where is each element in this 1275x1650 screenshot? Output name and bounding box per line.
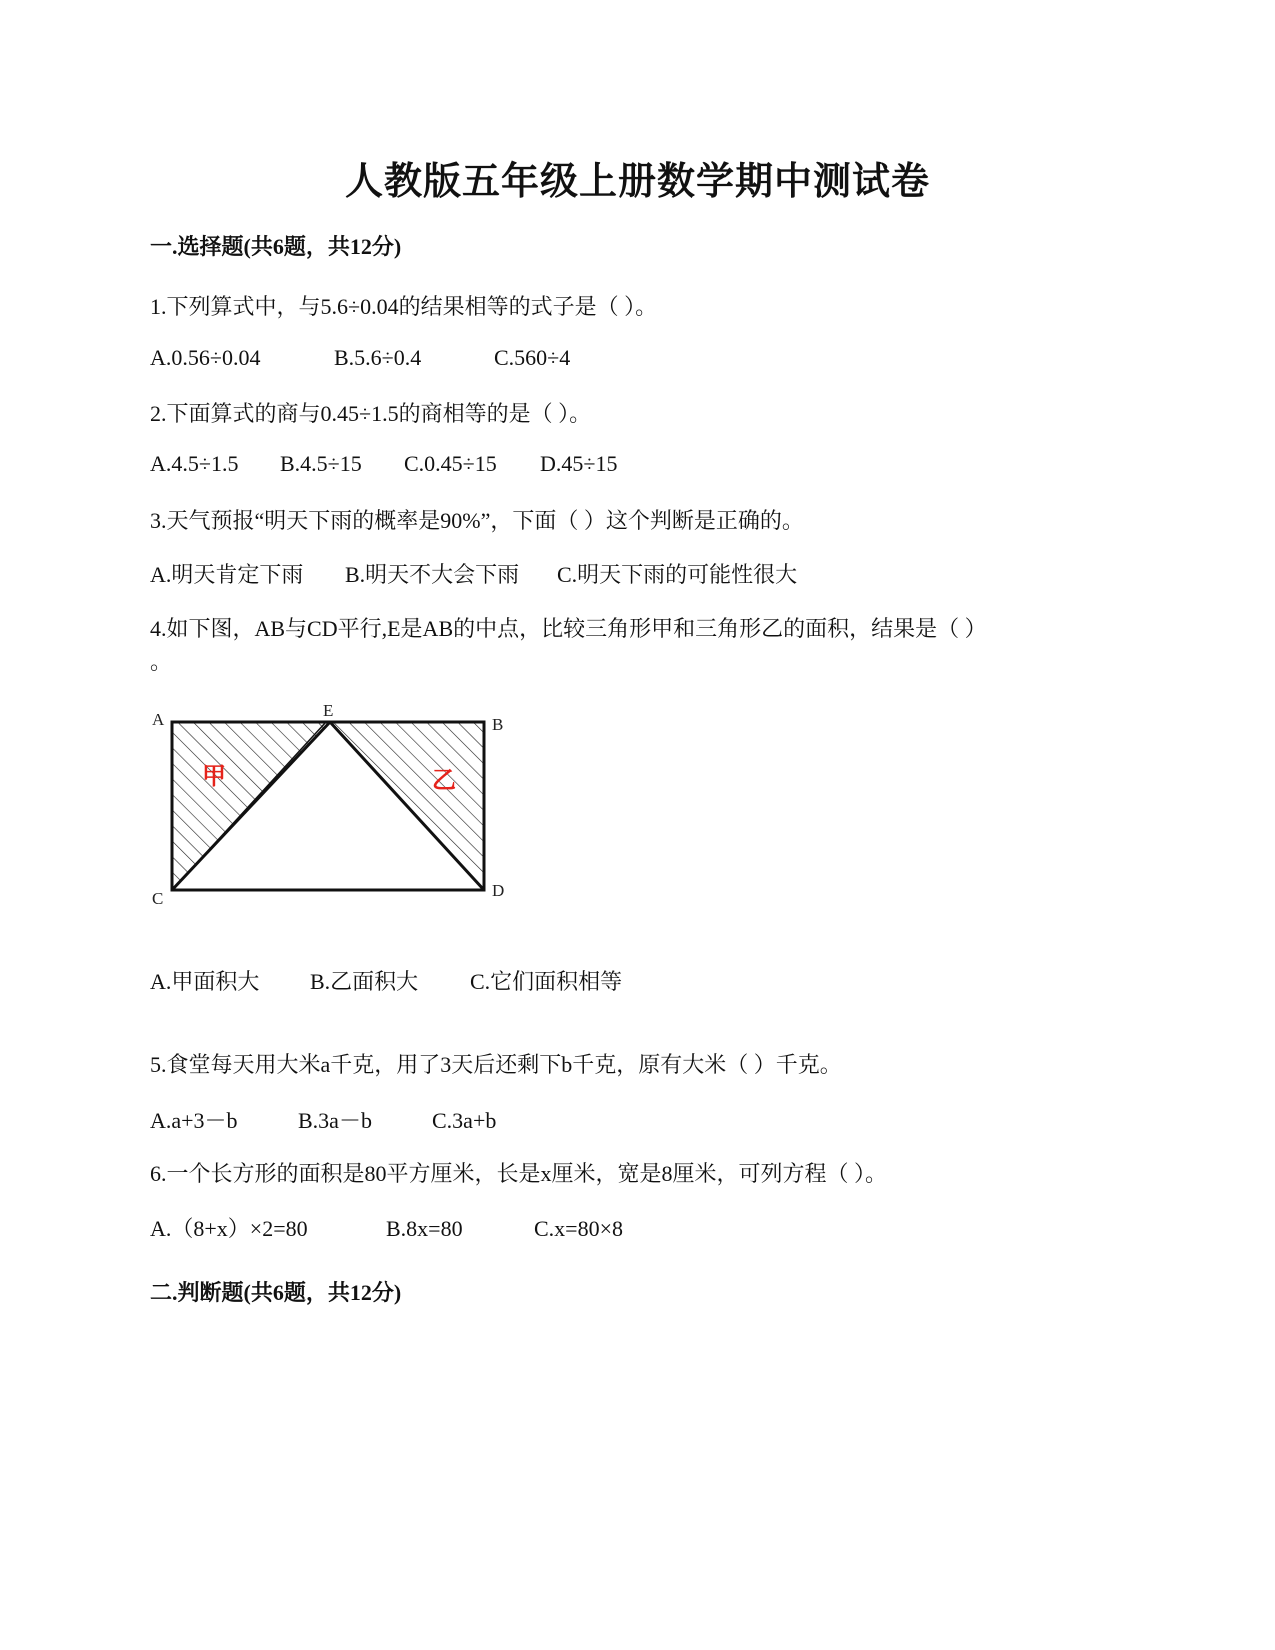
- question-5-option-b: B.3a－b: [298, 1108, 372, 1133]
- question-4-option-b: B.乙面积大: [310, 969, 419, 994]
- question-1-option-b: B.5.6÷0.4: [334, 345, 422, 370]
- question-3-options: [150, 558, 797, 589]
- vertex-label-b: B: [492, 715, 504, 734]
- question-1-option-a: A.0.56÷0.04: [150, 345, 261, 370]
- question-4-option-c: C.它们面积相等: [470, 969, 623, 994]
- question-1-options: [150, 345, 570, 371]
- question-3-stem: 3.天气预报“明天下雨的概率是90%”，下面（ ）这个判断是正确的。: [150, 508, 804, 533]
- question-6-option-c: C.x=80×8: [534, 1216, 623, 1241]
- vertex-label-a: A: [152, 710, 165, 729]
- question-2-option-c: C.0.45÷15: [404, 451, 497, 476]
- question-4-options: [150, 965, 622, 996]
- question-4-stem: 4.如下图，AB与CD平行,E是AB的中点，比较三角形甲和三角形乙的面积，结果是（ ）: [150, 616, 987, 641]
- question-2-options: [150, 451, 617, 477]
- question-6-option-a: A.（8+x）×2=80: [150, 1216, 308, 1241]
- section-heading-choice: 一.选择题(共6题，共12分): [150, 234, 402, 259]
- question-4-option-a: A.甲面积大: [150, 969, 260, 994]
- question-5-stem: 5.食堂每天用大米a千克，用了3天后还剩下b千克，原有大米（ ）千克。: [150, 1052, 842, 1077]
- question-6-options: [150, 1212, 623, 1243]
- question-2-option-d: D.45÷15: [540, 451, 618, 476]
- question-3-option-a: A.明天肯定下雨: [150, 562, 304, 587]
- question-4-stem-continuation: 。: [150, 649, 173, 674]
- question-6-stem: 6.一个长方形的面积是80平方厘米，长是x厘米，宽是8厘米，可列方程（ ）。: [150, 1161, 888, 1186]
- area-label-yi: 乙: [432, 766, 456, 794]
- vertex-label-d: D: [492, 881, 505, 900]
- question-2-option-a: A.4.5÷1.5: [150, 451, 239, 476]
- question-5-options: [150, 1104, 496, 1135]
- question-3-option-b: B.明天不大会下雨: [345, 562, 520, 587]
- question-5-option-a: A.a+3－b: [150, 1108, 238, 1133]
- question-3-option-c: C.明天下雨的可能性很大: [557, 562, 798, 587]
- rectangle-triangles-diagram: [150, 701, 530, 954]
- question-1-stem: 1.下列算式中，与5.6÷0.04的结果相等的式子是（ ）。: [150, 294, 658, 319]
- area-label-jia: 甲: [202, 762, 226, 790]
- section-heading-judge: 二.判断题(共6题，共12分): [150, 1280, 402, 1305]
- geometry-figure: [150, 701, 530, 954]
- question-6-option-b: B.8x=80: [386, 1216, 463, 1241]
- question-2-option-b: B.4.5÷15: [280, 451, 362, 476]
- question-1-option-c: C.560÷4: [494, 345, 571, 370]
- question-5-option-c: C.3a+b: [432, 1108, 497, 1133]
- page-title: 人教版五年级上册数学期中测试卷: [344, 161, 930, 203]
- vertex-label-c: C: [152, 889, 164, 908]
- vertex-label-e: E: [323, 701, 334, 720]
- question-2-stem: 2.下面算式的商与0.45÷1.5的商相等的是（ ）。: [150, 401, 592, 426]
